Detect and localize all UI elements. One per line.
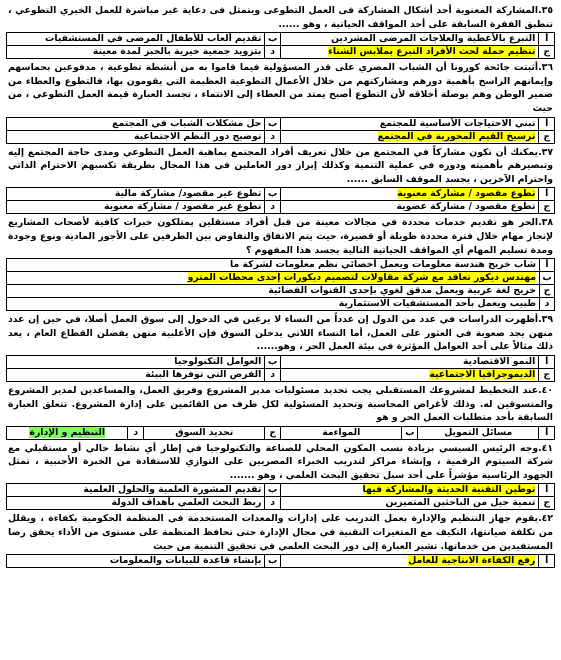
question-37-text: ٣٧.يمكنك أن تكون مشاركاً في المجتمع من خلال تعريف أفراد المجتمع بماهية العمل التطوعي ومدى حاجة المجتمع إليه وتبصيرهم بأهميته ودوره في عملية التنمية وكذلك إبراز دور العاملين في هذا المجال بطريقة تكسبهم الاحترام الذاتي واحترام الآخرين ، يجسد الموقف السابق ...... [8,146,553,185]
question-39-text: ٣٩.أظهرت الدراسات في عدد من الدول إن عدداً من النساء لا يرغبن في الدخول إلى سوق العمل أصلا، في حين إن عدد منهن يجد صعوبة في العثور على العمل، أما النساء اللاتي يدخلن السوق فإن الأغلبية منهن يفضلن القطاع العام ، يعد ذلك مثالاً على أحد العوامل المؤثرة في بيئة العمل الحر ، وهو...... [8,314,553,353]
question-35-option-b[interactable]: تقديم ألعاب للأطفال المرضى في المستشفيات [7,33,265,46]
question-35-option-a[interactable]: التبرع بالأغطية والعلاجات المرضى المشردين [281,33,539,46]
question-38-options [6,258,555,311]
question-42-options [6,554,555,568]
option-letter: أ [539,117,555,130]
question-36-option-d[interactable]: توضيح دور النظم الاجتماعية [7,130,265,143]
option-letter: د [265,368,281,381]
option-letter: ب [265,188,281,201]
question-38-option-b[interactable]: مهندس ديكور تعاقد مع شركة مقاولات لتصميم ديكورات إحدى محطات المترو [187,272,536,284]
question-35-text: ٣٥.المشاركة المعنوية أحد أشكال المشاركة فى العمل التطوعى ويتمثل فى دعاية غير مباشرة للعمل الخيري التطوعي ، تنطبق الفقرة السابقة على أحد المواقف الحياتية ، وهو ...... [8,5,553,30]
question-41-option-d[interactable]: ربط البحث العلمي بأهداف الدولة [7,497,265,510]
question-36-text: ٣٦.أثبتت جائحة كورونا أن الشباب المصري على قدر المسؤولية فيما قاموا به من أنشطة تطوعية ، مدفوعين بحماسهم وإيمانهم الراسخ بأهمية دورهم ومشاركتهم من خلال الأعمال التطوعية العظيمة التي يقومون بها، فالتطوع والعطاء من ضمير الوطن وهم يوصلة أخلاقه لأن التطوع أصبح يمتد من العطاء إلى الانتماء ، تجسد العبارة قيمة العمل التطوعي ، من حيث [8,62,553,114]
question-42-option-a[interactable]: رفع الكفاءة الانتاجية للعامل [408,555,536,567]
option-letter: ب [265,484,281,497]
question-37-options [6,187,555,214]
question-40-option-c[interactable]: تحديد السوق [144,426,265,439]
question-40-option-d[interactable]: التنظيم و الإدارة [29,426,106,438]
exam-page [6,0,555,568]
option-letter: د [265,46,281,59]
option-letter: أ [539,555,555,568]
question-38-text: ٣٨.الحر هو تقديم خدمات محددة في مجالات معينة من قبل أفراد مستقلين يمتلكون خبرات كافية لأصحاب المشاريع لإنجاز مهام خلال فترة محددة طويلة أو قصيرة، حيث يتم الاتفاق والتفاوض بين الطرفين على الأجور المادية ونوع وجودة ومدة تسليم المهام أي المواقف الحياتية التالية يجسد هذا المفهوم ؟ [8,217,553,256]
question-36-options [6,117,555,144]
question-41-text: ٤١.وجه الرئيس السيسي بزيادة نسب المكون المحلي للصناعة والتكنولوجيا في إطار أي نشاط حالي أو مستقبلي مع شركة السيتوم الرقمية ، وإنشاء مراكز لتدريب الخبراء المصريين على التوازي للاستفادة من الخبرة الأجنبية ، تمثل الجهود الرئاسية مؤشراً على أحد سبل تحقيق البحث العلمي ، وهو ....... [8,442,553,481]
question-41-option-a[interactable]: توطين التقنية الحديثة والمشاركة فيها [362,484,536,496]
question-38-option-a[interactable]: شاب خريج هندسة معلومات ويعمل أخصائي نظم معلومات لشركة ما [7,259,540,272]
question-40-text: ٤٠.عند التخطيط لمشروعك المستقبلي يجب تحديد مسئوليات مدير المشروع وفريق العمل، والمساعدين لمدير المشروع والمتسوقين له. وذلك لأغراض المحاسبة وتحديد المسئولية لكل طرف من القائمين على إدارة المشروع. تتعلق العبارة السابقة بأحد متطلبات العمل الحر و هو [8,384,553,424]
option-letter: ب [265,555,281,568]
question-37-option-b[interactable]: تطوع غير مقصود/ مشاركة مالية [7,188,265,201]
option-letter: ج [539,497,555,510]
question-40-option-a[interactable]: مسائل التمويل [418,426,539,439]
question-39-option-c[interactable]: الديموجرافيا الاجتماعية [429,368,536,380]
option-letter: ج [539,130,555,143]
option-letter: ب [265,33,281,46]
option-letter: ج [539,46,555,59]
question-37-option-c[interactable]: تطوع مقصود / مشاركة عضوية [281,201,539,214]
question-39-option-b[interactable]: العوامل التكنولوجيا [7,355,265,368]
question-36-option-b[interactable]: حل مشكلات الشباب في المجتمع [7,117,265,130]
option-letter: د [128,426,144,439]
question-41-option-c[interactable]: تنمية جيل من الباحثين المتميزين [281,497,539,510]
question-40-options [6,426,555,440]
question-36-option-a[interactable]: تبني الاحتياجات الأساسية للمجتمع [281,117,539,130]
option-letter: ج [539,201,555,214]
option-letter: ب [265,355,281,368]
option-letter: ج [540,285,555,298]
option-letter: د [265,130,281,143]
option-letter: أ [539,484,555,497]
question-42-option-b[interactable]: بإنشاء قاعدة للبيانات والمعلومات [7,555,265,568]
question-41-option-b[interactable]: تقديم المشورة العلمية والحلول العلمية [7,484,265,497]
option-letter: أ [539,33,555,46]
question-38-option-d[interactable]: طبيب ويعمل بأحد المستشفيات الاستثمارية [7,298,540,311]
question-37-option-d[interactable]: تطوع غير مقصود / مشاركة معنوية [7,201,265,214]
option-letter: أ [539,426,555,439]
question-40-option-b[interactable]: المواءمة [281,426,402,439]
option-letter: أ [540,259,555,272]
question-35-option-d[interactable]: بتزويد جمعية خيرية بالخبز لمدة معينة [7,46,265,59]
question-39-option-d[interactable]: الفرص التي توفرها البيئة [7,368,265,381]
question-35-option-c[interactable]: تنظيم حملة لحث الأفراد التبرع بملابس الشتاء [328,46,536,58]
option-letter: ج [539,368,555,381]
question-39-option-a[interactable]: النمو الاقتصادية [281,355,539,368]
option-letter: أ [539,188,555,201]
option-letter: ج [265,426,281,439]
option-letter: أ [539,355,555,368]
question-41-options [6,483,555,510]
question-35-options [6,32,555,59]
question-36-option-c[interactable]: ترسيخ القيم المحورية في المجتمع [377,130,536,142]
option-letter: د [265,201,281,214]
question-39-options [6,355,555,382]
option-letter: ب [402,426,418,439]
option-letter: ب [540,272,555,285]
option-letter: د [265,497,281,510]
question-42-text: ٤٢.يقوم جهاز التنظيم والإدارة بعمل التدريب على إدارات والمعدات المستخدمة في المنظمة الحكومية بكفاءة ، ويقلل من تكلفة صيانتها، التكيف مع المتغيرات التقنية في مجال الإدارة حتى تحافظ المنظمة على مستوى من الأداء يحقق رضا المستفيدين من خدماتها. تشير العبارة إلى دور البحث العلمي في تحقيق التنمية من حيث [8,513,553,552]
question-37-option-a[interactable]: تطوع مقصود / مشاركة معنوية [397,188,536,200]
option-letter: ب [265,117,281,130]
option-letter: د [540,298,555,311]
question-38-option-c[interactable]: خريج لغة عربية ويعمل مدقق لغوي بإحدى القنوات الفضائية [7,285,540,298]
